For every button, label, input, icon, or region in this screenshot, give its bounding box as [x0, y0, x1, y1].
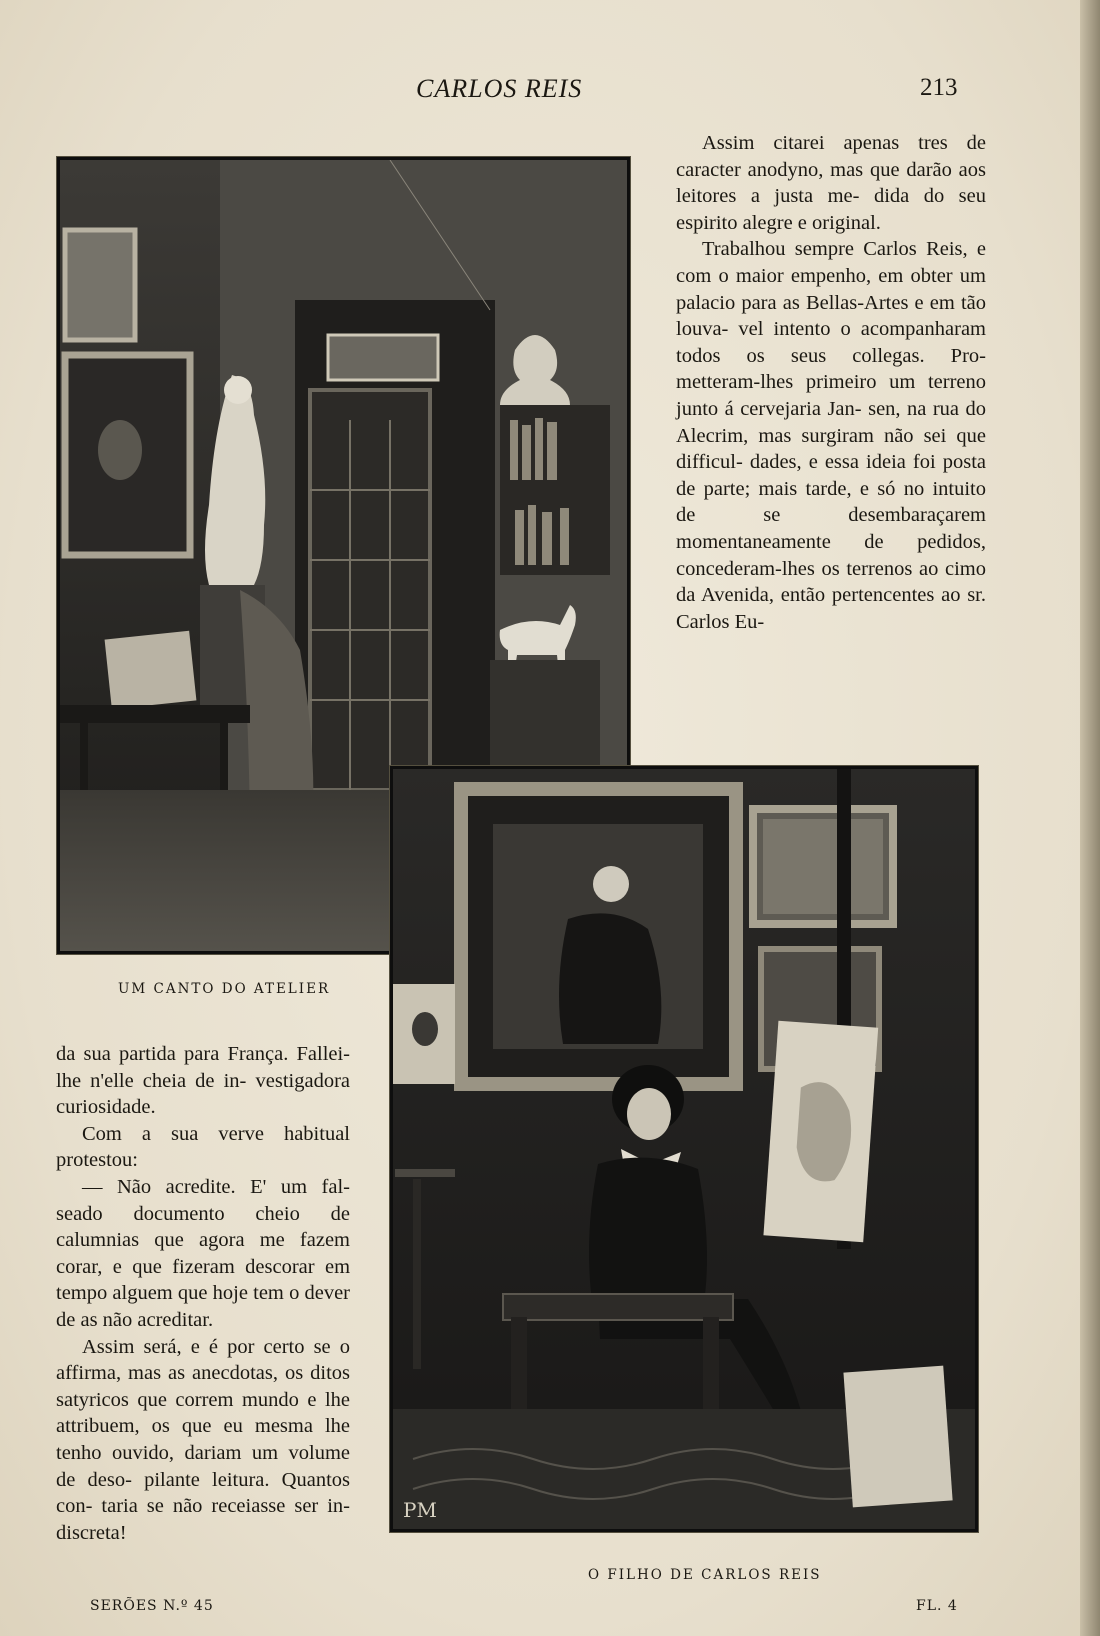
text-line: intuito de se desembaraçarem: [676, 477, 987, 527]
text-line: o dever de as não acreditar.: [56, 1282, 351, 1331]
text-line: corar, e que fizeram descorar: [56, 1255, 315, 1278]
text-line: discreta!: [56, 1521, 127, 1544]
text-line: sen, na rua do Alecrim, mas: [676, 397, 986, 447]
text-line: caracter anodyno, mas que: [676, 158, 900, 181]
text-column-right: [676, 130, 986, 635]
text-line: terreno junto á cervejaria Jan-: [676, 371, 986, 420]
text-line: eu mesma lhe tenho ouvido,: [56, 1415, 350, 1464]
paragraph: [56, 1174, 350, 1334]
page-number: 213: [920, 74, 958, 101]
footer-issue: SERÕES N.º 45: [90, 1598, 214, 1614]
text-line: — Não acredite. E' um fal-: [82, 1175, 350, 1198]
paragraph: [56, 1121, 350, 1174]
text-line: calumnias que agora me fazem: [56, 1229, 350, 1252]
running-title: CARLOS REIS: [416, 74, 583, 103]
photo-son-of-carlos-reis: [390, 766, 978, 1532]
text-line: da sua partida para França.: [56, 1043, 289, 1065]
text-line: seado documento cheio de: [56, 1202, 350, 1225]
text-line: surgiram não sei que difficul-: [676, 424, 986, 474]
text-line: darão aos leitores a justa me-: [676, 158, 986, 208]
caption-son: O FILHO DE CARLOS REIS: [588, 1567, 822, 1583]
text-line: Reis, e com o maior empenho,: [676, 238, 987, 287]
text-line: vestigadora curiosidade.: [56, 1069, 350, 1119]
text-line: protestou:: [56, 1149, 138, 1172]
text-line: pilante leitura. Quantos con-: [56, 1468, 350, 1518]
paragraph: [676, 130, 986, 236]
paragraph: [56, 1334, 350, 1547]
text-line: Assim citarei apenas tres de: [702, 132, 986, 154]
footer-sheet: FL. 4: [916, 1598, 958, 1614]
text-line: dida do seu espirito alegre e: [676, 185, 987, 234]
text-line: em obter um palacio para as: [676, 264, 986, 314]
text-line: taria se não receiasse ser in-: [101, 1495, 350, 1518]
text-line: em tempo alguem que hoje tem: [56, 1255, 351, 1305]
text-line: ao cimo da Avenida, então: [676, 557, 987, 607]
text-line: Assim será, e é por certo: [82, 1335, 305, 1358]
text-line: se o affirma, mas as anecdotas,: [56, 1335, 350, 1385]
text-line: Bellas-Artes e em tão louva-: [676, 291, 987, 341]
text-line: Trabalhou sempre Carlos: [702, 238, 917, 261]
binding-gutter: [1080, 0, 1100, 1636]
text-line: original.: [812, 211, 881, 234]
son-portrait-illustration: [393, 769, 975, 1529]
text-line: dades, e essa ideia foi posta: [749, 451, 987, 474]
text-line: momentaneamente de pedidos,: [676, 530, 986, 553]
text-line: dariam um volume de deso-: [56, 1441, 350, 1491]
text-line: concederam-lhes os terrenos: [676, 557, 913, 580]
paragraph: [56, 1041, 350, 1121]
text-line: os ditos satyricos que correm: [56, 1362, 350, 1411]
text-column-left: [56, 1041, 350, 1546]
text-line: pertencentes ao sr. Carlos Eu-: [676, 584, 986, 633]
text-line: todos os seus collegas. Pro-: [676, 344, 986, 367]
text-line: vel intento o acompanharam: [738, 318, 986, 341]
text-line: Com a sua verve habitual: [82, 1122, 350, 1145]
paragraph: [676, 236, 986, 635]
text-line: de parte; mais tarde, e só no: [676, 477, 925, 500]
text-line: metteram-lhes primeiro um: [676, 371, 916, 394]
text-line: mundo e lhe attribuem, os que: [56, 1388, 350, 1438]
text-line: Fallei-lhe n'elle cheia de in-: [56, 1043, 351, 1092]
caption-atelier: UM CANTO DO ATELIER: [118, 981, 331, 997]
photographer-monogram: PM: [403, 1498, 437, 1522]
